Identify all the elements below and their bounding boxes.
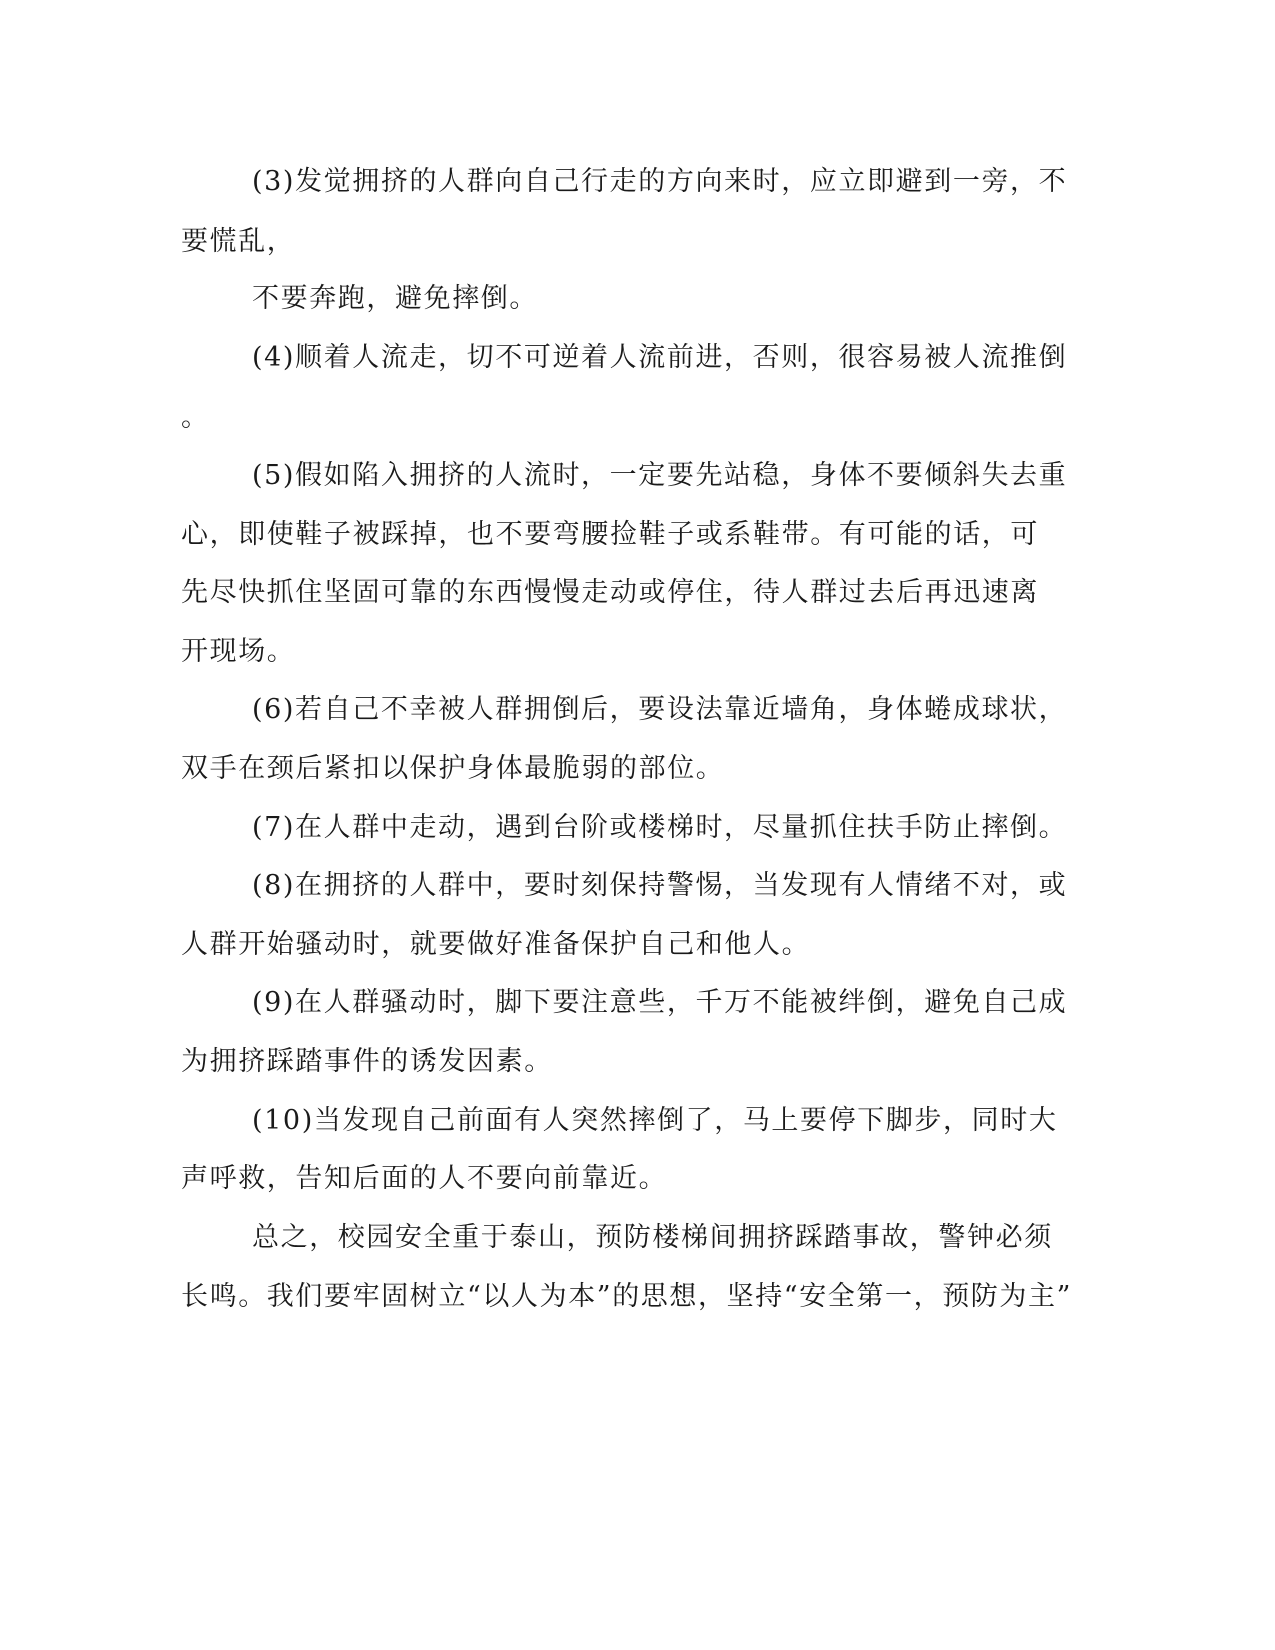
text-line: 要慌乱， xyxy=(181,226,296,257)
text-line: 为拥挤踩踏事件的诱发因素。 xyxy=(181,1046,553,1077)
text-line: 长鸣。我们要牢固树立“以人为本”的思想，坚持“安全第一，预防为主” xyxy=(181,1281,1073,1312)
text-line: 。 xyxy=(181,402,210,433)
text-line: 声呼救，告知后面的人不要向前靠近。 xyxy=(181,1163,668,1194)
text-line: 心，即使鞋子被踩掉，也不要弯腰捡鞋子或系鞋带。有可能的话，可 xyxy=(181,519,1039,550)
text-line: (4)顺着人流走，切不可逆着人流前进，否则，很容易被人流推倒 xyxy=(252,342,1068,373)
text-line: 开现场。 xyxy=(181,636,296,667)
text-line: (6)若自己不幸被人群拥倒后，要设法靠近墙角，身体蜷成球状， xyxy=(252,694,1068,725)
text-line: (10)当发现自己前面有人突然摔倒了，马上要停下脚步，同时大 xyxy=(252,1105,1058,1136)
text-line: (5)假如陷入拥挤的人流时，一定要先站稳，身体不要倾斜失去重 xyxy=(252,460,1068,491)
text-line: 人群开始骚动时，就要做好准备保护自己和他人。 xyxy=(181,929,811,960)
text-line: (9)在人群骚动时，脚下要注意些，千万不能被绊倒，避免自己成 xyxy=(252,987,1068,1018)
text-line: 双手在颈后紧扣以保护身体最脆弱的部位。 xyxy=(181,753,725,784)
text-line: (7)在人群中走动，遇到台阶或楼梯时，尽量抓住扶手防止摔倒。 xyxy=(252,812,1068,843)
text-line: 先尽快抓住坚固可靠的东西慢慢走动或停住，待人群过去后再迅速离 xyxy=(181,577,1039,608)
text-line: (3)发觉拥挤的人群向自己行走的方向来时，应立即避到一旁，不 xyxy=(252,166,1068,197)
text-line: 不要奔跑，避免摔倒。 xyxy=(252,283,538,314)
text-line: (8)在拥挤的人群中，要时刻保持警惕，当发现有人情绪不对，或 xyxy=(252,870,1068,901)
text-line: 总之，校园安全重于泰山，预防楼梯间拥挤踩踏事故，警钟必须 xyxy=(252,1222,1053,1253)
